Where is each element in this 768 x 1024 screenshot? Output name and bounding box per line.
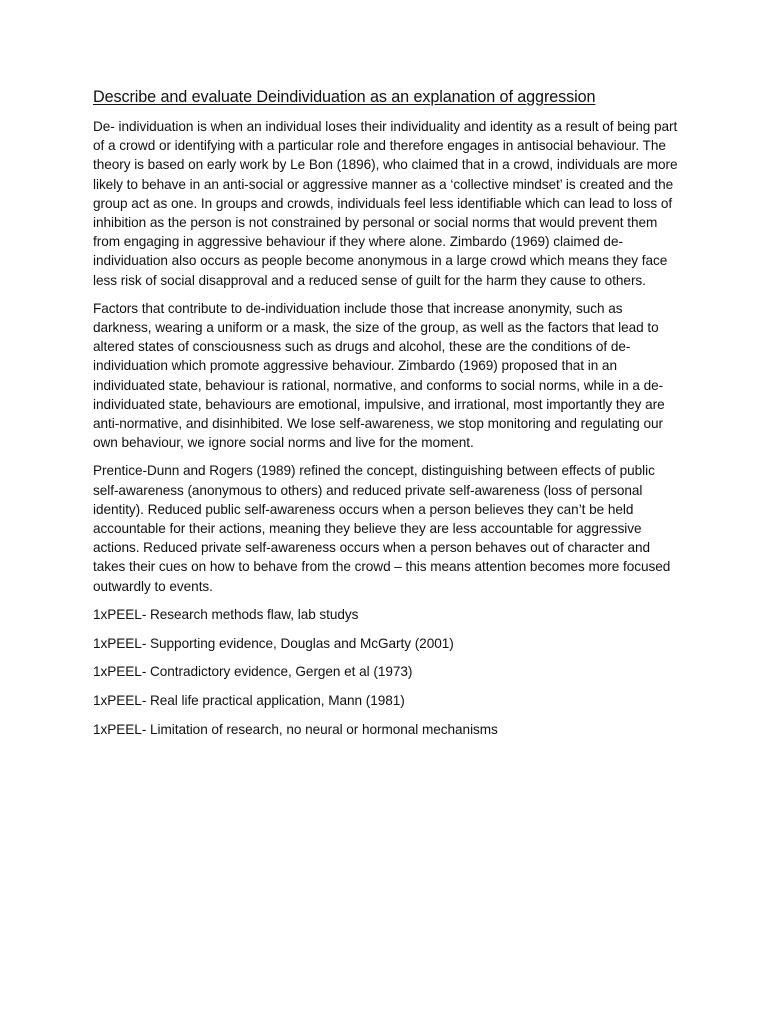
paragraph-prentice-dunn: Prentice-Dunn and Rogers (1989) refined the concept, distinguishing between effects of public self-awareness (anonymous to others) and reduced private self-awareness (loss of personal identity). Reduced public self-awareness occurs when a person believes they can’t be held accountable for their actions, meaning they believe they are less accountable for aggressive actions. Reduced private self-awareness occurs when a person behaves out of character and takes their cues on how to behave from the crowd – this means attention becomes more focused outwardly to events. [93,463,671,594]
peel-item: 1xPEEL- Limitation of research, no neural or hormonal mechanisms [93,722,498,738]
paragraph-definition: De- individuation is when an individual loses their individuality and identity as a result of being part of a crowd or identifying with a particular role and therefore engages in antisocial behaviour. The theory is based on early work by Le Bon (1896), who claimed that in a crowd, individuals are more likely to behave in an anti-social or aggressive manner as a ‘collective mindset’ is created and the group act as one. In groups and crowds, individuals feel less identifiable which can lead to loss of inhibition as the person is not constrained by personal or social norms that would prevent them from engaging in aggressive behaviour if they where alone. Zimbardo (1969) claimed de-individuation also occurs as people become anonymous in a large crowd which means they face less risk of social disapproval and a reduced sense of guilt for the harm they cause to others. [93,119,678,288]
document-page [93,86,678,749]
peel-item: 1xPEEL- Research methods flaw, lab studys [93,606,359,622]
peel-item: 1xPEEL- Contradictory evidence, Gergen et al (1973) [93,664,413,680]
document-title: Describe and evaluate Deindividuation as an explanation of aggression [93,88,596,106]
paragraph-factors: Factors that contribute to de-individuation include those that increase anonymity, such as darkness, wearing a uniform or a mask, the size of the group, as well as the factors that lead to altered states of consciousness such as drugs and alcohol, these are the conditions of de-individuation which promote aggressive behaviour. Zimbardo (1969) proposed that in an individuated state, behaviour is rational, normative, and conforms to social norms, while in a de-individuated state, behaviours are emotional, impulsive, and irrational, most importantly they are anti-normative, and disinhibited. We lose self-awareness, we stop monitoring and regulating our own behaviour, we ignore social norms and live for the moment. [93,300,665,451]
peel-item: 1xPEEL- Supporting evidence, Douglas and McGarty (2001) [93,635,454,651]
peel-item: 1xPEEL- Real life practical application, Mann (1981) [93,693,405,709]
